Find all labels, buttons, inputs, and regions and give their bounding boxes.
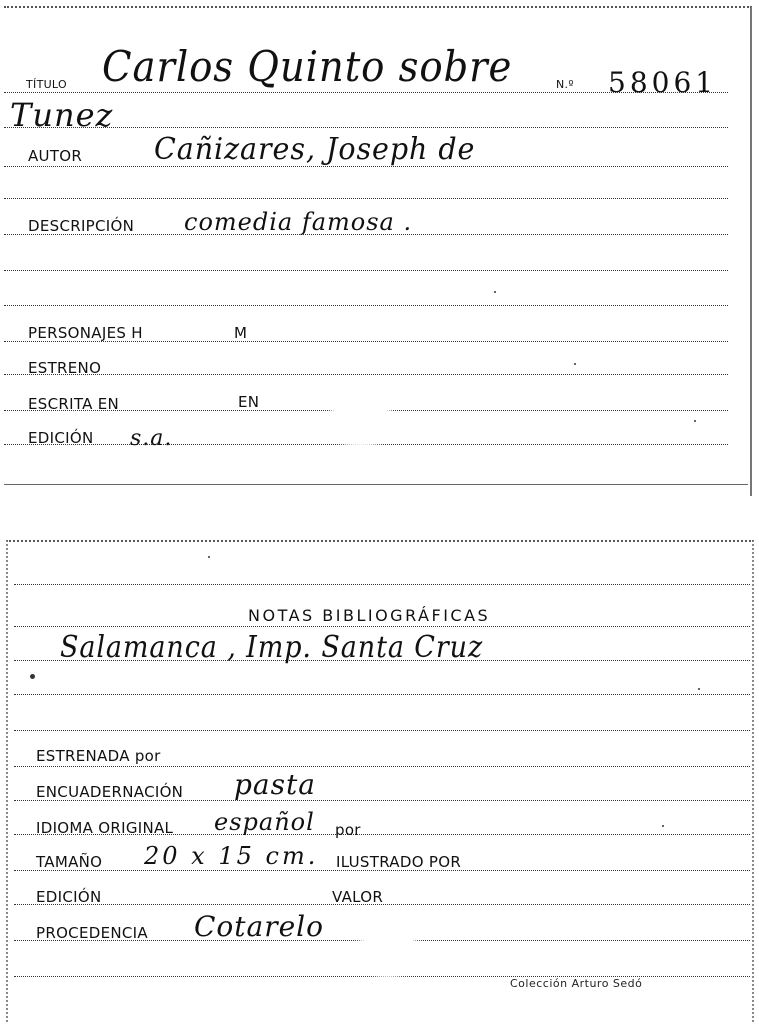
edicion-value: s.a.	[130, 426, 173, 451]
estreno-label: ESTRENO	[28, 359, 102, 377]
escrita-en-second-label: EN	[238, 393, 260, 411]
speck	[208, 556, 210, 558]
rule	[14, 694, 750, 695]
rule	[4, 305, 728, 306]
speck	[698, 688, 700, 690]
idioma-original-label: IDIOMA ORIGINAL	[36, 819, 174, 837]
idioma-por-label: por	[335, 821, 361, 839]
rule	[4, 444, 728, 445]
erasure-mark	[364, 914, 412, 974]
erasure-mark	[334, 394, 388, 444]
card-bottom-edge	[4, 484, 748, 485]
titulo-value: Carlos Quinto sobre	[102, 42, 513, 91]
descripcion-label: DESCRIPCIÓN	[28, 217, 135, 235]
titulo-value-continued: Tunez	[10, 96, 114, 134]
speck	[494, 291, 496, 293]
speck	[574, 363, 576, 365]
tamano-value: 20 x 15 cm.	[144, 842, 319, 870]
catalog-card-front	[4, 6, 752, 496]
procedencia-label: PROCEDENCIA	[36, 924, 148, 942]
rule	[4, 198, 728, 199]
estrenada-label: ESTRENADA por	[36, 747, 161, 765]
rule	[14, 766, 750, 767]
rule	[4, 374, 728, 375]
personajes-m-label: M	[234, 324, 248, 342]
speck	[694, 420, 696, 422]
rule	[14, 626, 750, 627]
procedencia-value: Cotarelo	[194, 910, 324, 943]
valor-label: VALOR	[332, 888, 384, 906]
numero-value: 58061	[608, 66, 718, 99]
edicion-label: EDICIÓN	[28, 429, 94, 447]
rule	[14, 730, 750, 731]
encuadernacion-label: ENCUADERNACIÓN	[36, 783, 184, 801]
personajes-h-label: PERSONAJES H	[28, 324, 143, 342]
autor-label: AUTOR	[28, 147, 83, 165]
edicion-back-label: EDICIÓN	[36, 888, 102, 906]
speck	[662, 825, 664, 827]
idioma-original-value: español	[214, 808, 315, 836]
rule	[4, 270, 728, 271]
collection-credit: Colección Arturo Sedó	[510, 977, 643, 990]
escrita-en-label: ESCRITA EN	[28, 395, 120, 413]
descripcion-value: comedia famosa .	[184, 208, 413, 236]
autor-value: Cañizares, Joseph de	[154, 132, 476, 167]
notas-value: Salamanca , Imp. Santa Cruz	[60, 630, 484, 665]
numero-label: N.º	[556, 78, 574, 91]
titulo-label: TÍTULO	[26, 78, 67, 91]
ilustrado-por-label: ILUSTRADO POR	[336, 853, 462, 871]
tamano-label: TAMAÑO	[36, 853, 103, 871]
notas-bibliograficas-heading: NOTAS BIBLIOGRÁFICAS	[248, 606, 491, 625]
catalog-card-back	[6, 540, 754, 1022]
dot-mark	[30, 674, 35, 679]
rule	[14, 584, 750, 585]
encuadernacion-value: pasta	[234, 768, 316, 801]
